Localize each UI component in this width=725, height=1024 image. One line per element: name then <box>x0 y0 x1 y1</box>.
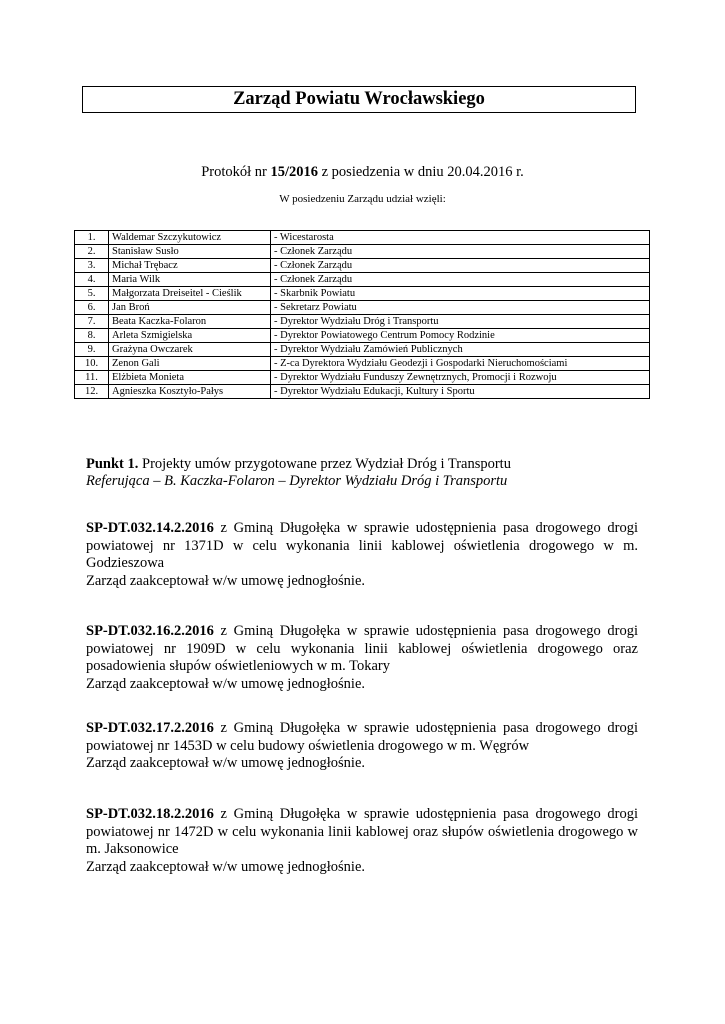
member-name: Jan Broń <box>109 301 271 315</box>
agreement-decision: Zarząd zaakceptował w/w umowę jednogłośnie. <box>86 675 366 692</box>
agreement-text: z Gminą Długołęka w sprawie udostępnienia pasa drogowego drogi powiatowej nr 1453D w celu budowy oświetlenia drogowego w m. Węgrów <box>86 720 638 754</box>
member-number: 6. <box>75 301 109 315</box>
member-role: - Członek Zarządu <box>271 259 650 273</box>
table-row <box>75 315 650 329</box>
member-role: - Dyrektor Wydziału Dróg i Transportu <box>271 315 650 329</box>
member-number: 1. <box>75 231 109 245</box>
agreement-code: SP-DT.032.18.2.2016 <box>86 806 214 822</box>
members-table <box>74 230 650 399</box>
member-number: 11. <box>75 371 109 385</box>
agenda-point-1 <box>86 456 646 490</box>
table-row <box>75 245 650 259</box>
point-label: Punkt 1. <box>86 456 139 472</box>
agreement-text: z Gminą Długołęka w sprawie udostępnienia pasa drogowego drogi powiatowej nr 1909D w celu wykonania linii kablowej oświetlenia drogowego oraz posadowienia słupów oświetleniowych w m. Tokary <box>86 623 638 674</box>
agreement-code: SP-DT.032.14.2.2016 <box>86 520 214 536</box>
agreement-code: SP-DT.032.16.2.2016 <box>86 623 214 639</box>
agreement-item <box>86 720 638 773</box>
member-role: - Wicestarosta <box>271 231 650 245</box>
agreement-code: SP-DT.032.17.2.2016 <box>86 720 214 736</box>
member-number: 10. <box>75 357 109 371</box>
member-role: - Dyrektor Wydziału Zamówień Publicznych <box>271 343 650 357</box>
member-role: - Dyrektor Powiatowego Centrum Pomocy Rodzinie <box>271 329 650 343</box>
protocol-heading <box>0 163 725 181</box>
member-role: - Członek Zarządu <box>271 273 650 287</box>
table-row <box>75 273 650 287</box>
agreement-item <box>86 623 638 693</box>
member-name: Waldemar Szczykutowicz <box>109 231 271 245</box>
table-row <box>75 259 650 273</box>
agreement-decision: Zarząd zaakceptował w/w umowę jednogłośnie. <box>86 572 366 589</box>
member-number: 4. <box>75 273 109 287</box>
member-name: Maria Wilk <box>109 273 271 287</box>
member-role: - Z-ca Dyrektora Wydziału Geodezji i Gospodarki Nieruchomościami <box>271 357 650 371</box>
member-role: - Dyrektor Wydziału Funduszy Zewnętrznych, Promocji i Rozwoju <box>271 371 650 385</box>
table-row <box>75 329 650 343</box>
agreement-text: z Gminą Długołęka w sprawie udostępnienia pasa drogowego drogi powiatowej nr 1371D w celu wykonania linii kablowej oświetlenia drogowego w m. Godzieszowa <box>86 520 638 571</box>
table-row <box>75 301 650 315</box>
member-name: Zenon Gali <box>109 357 271 371</box>
member-number: 2. <box>75 245 109 259</box>
agreement-text: z Gminą Długołęka w sprawie udostępnienia pasa drogowego drogi powiatowej nr 1472D w celu wykonania linii kablowej oraz słupów oświetlenia drogowego w m. Jaksonowice <box>86 806 638 857</box>
member-name: Arleta Szmigielska <box>109 329 271 343</box>
member-number: 9. <box>75 343 109 357</box>
member-role: - Sekretarz Powiatu <box>271 301 650 315</box>
table-row <box>75 357 650 371</box>
point-title: Projekty umów przygotowane przez Wydział Dróg i Transportu <box>138 456 511 472</box>
agreement-description <box>86 520 638 573</box>
table-row <box>75 231 650 245</box>
agreement-description <box>86 806 638 859</box>
member-name: Agnieszka Kosztyło-Pałys <box>109 385 271 399</box>
member-role: - Członek Zarządu <box>271 245 650 259</box>
member-role: - Dyrektor Wydziału Edukacji, Kultury i Sportu <box>271 385 650 399</box>
agreement-description <box>86 720 638 755</box>
protocol-date: z posiedzenia w dniu 20.04.2016 r. <box>318 164 524 180</box>
member-number: 7. <box>75 315 109 329</box>
page-title: Zarząd Powiatu Wrocławskiego <box>82 86 636 113</box>
attendance-intro: W posiedzeniu Zarządu udział wzięli: <box>279 193 446 205</box>
member-number: 12. <box>75 385 109 399</box>
member-name: Michał Trębacz <box>109 259 271 273</box>
member-name: Małgorzata Dreiseitel - Cieślik <box>109 287 271 301</box>
table-row <box>75 371 650 385</box>
member-number: 5. <box>75 287 109 301</box>
agreement-decision: Zarząd zaakceptował w/w umowę jednogłośnie. <box>86 755 366 771</box>
member-role: - Skarbnik Powiatu <box>271 287 650 301</box>
point-heading <box>86 456 646 473</box>
member-number: 8. <box>75 329 109 343</box>
member-name: Stanisław Susło <box>109 245 271 259</box>
member-name: Beata Kaczka-Folaron <box>109 315 271 329</box>
agreement-item <box>86 520 638 590</box>
protocol-prefix: Protokół nr <box>201 164 271 180</box>
member-name: Elżbieta Monieta <box>109 371 271 385</box>
point-referent: Referująca – B. Kaczka-Folaron – Dyrektor Wydziału Dróg i Transportu <box>86 473 508 489</box>
protocol-number: 15/2016 <box>270 164 318 180</box>
table-row <box>75 343 650 357</box>
agreement-description <box>86 623 638 676</box>
member-name: Grażyna Owczarek <box>109 343 271 357</box>
table-row <box>75 385 650 399</box>
member-number: 3. <box>75 259 109 273</box>
table-row <box>75 287 650 301</box>
agreement-item <box>86 806 638 876</box>
agreement-decision: Zarząd zaakceptował w/w umowę jednogłośnie. <box>86 858 366 875</box>
